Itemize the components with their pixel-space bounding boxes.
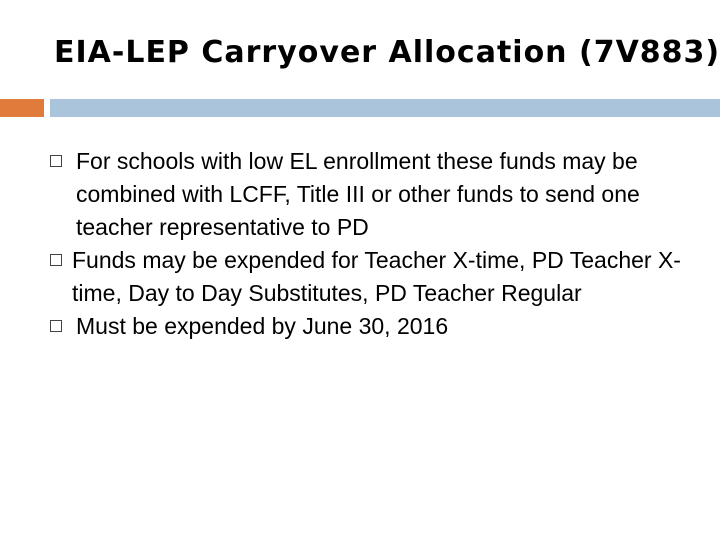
title-divider-bar: [50, 99, 720, 117]
bullet-list: [50, 145, 690, 343]
checkbox-bullet-icon: [50, 254, 62, 266]
checkbox-bullet-icon: [50, 155, 62, 167]
bullet-item: [50, 145, 690, 244]
bullet-text: Must be expended by June 30, 2016: [76, 313, 449, 339]
slide-title: EIA-LEP Carryover Allocation (7V883): [54, 35, 720, 70]
accent-bar: [0, 99, 44, 117]
bullet-text: Funds may be expended for Teacher X-time, PD Teacher X-time, Day to Day Substitutes, PD Teacher Regular: [72, 247, 681, 306]
checkbox-bullet-icon: [50, 320, 62, 332]
bullet-text: For schools with low EL enrollment these funds may be combined with LCFF, Title III or other funds to send one teacher representative to PD: [76, 148, 640, 240]
bullet-item: [50, 244, 690, 310]
bullet-item: [50, 310, 690, 343]
